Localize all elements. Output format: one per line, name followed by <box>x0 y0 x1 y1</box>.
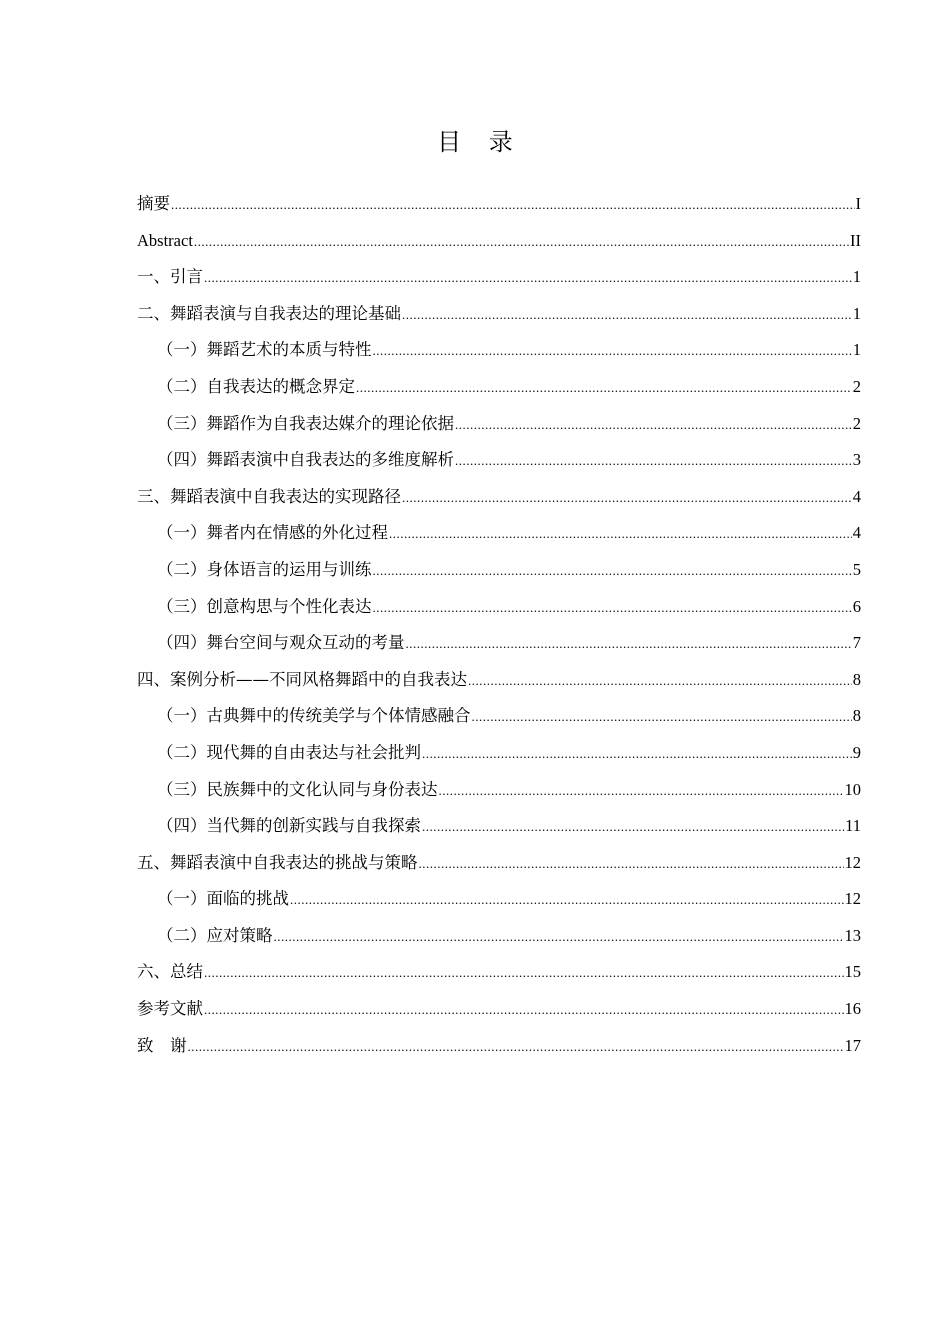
toc-subentry[interactable] <box>137 406 861 443</box>
toc-entry-page: 6 <box>852 596 861 616</box>
toc-entry-page: 17 <box>844 1035 861 1055</box>
toc-entry[interactable] <box>137 662 861 699</box>
toc-entry-label: （二）应对策略 <box>157 925 273 945</box>
toc-entry-page: 9 <box>852 742 861 762</box>
toc-entry-label: 二、舞蹈表演与自我表达的理论基础 <box>137 303 401 323</box>
toc-dot-leader <box>406 626 852 663</box>
toc-dot-leader <box>356 370 852 407</box>
toc-dot-leader <box>373 333 852 370</box>
toc-dot-leader <box>402 297 852 334</box>
toc-dot-leader <box>290 882 844 919</box>
toc-dot-leader <box>373 590 852 627</box>
toc-entry-label: Abstract <box>137 230 193 250</box>
toc-entry-label: 四、案例分析——不同风格舞蹈中的自我表达 <box>137 669 467 689</box>
toc-entry-page: 12 <box>844 852 861 872</box>
toc-entry-page: 4 <box>852 486 861 506</box>
toc-entry-page: 4 <box>852 523 861 543</box>
toc-subentry[interactable] <box>137 772 861 809</box>
toc-entry-page: 15 <box>844 962 861 982</box>
toc-dot-leader <box>188 1029 844 1066</box>
toc-entry[interactable] <box>137 479 861 516</box>
toc-entry[interactable] <box>137 296 861 333</box>
toc-entry-page: 1 <box>852 267 861 287</box>
toc-dot-leader <box>204 955 844 992</box>
toc-entry-label: 一、引言 <box>137 267 203 287</box>
toc-entry-page: 3 <box>852 450 861 470</box>
toc-entry[interactable] <box>137 186 861 223</box>
toc-entry-label: （三）舞蹈作为自我表达媒介的理论依据 <box>157 413 454 433</box>
toc-entry-label: （一）舞者内在情感的外化过程 <box>157 523 388 543</box>
toc-entry[interactable] <box>137 991 861 1028</box>
toc-subentry[interactable] <box>137 918 861 955</box>
toc-subentry[interactable] <box>137 698 861 735</box>
toc-dot-leader <box>472 699 852 736</box>
toc-dot-leader <box>439 773 844 810</box>
toc-dot-leader <box>274 919 844 956</box>
toc-entry-label: （三）民族舞中的文化认同与身份表达 <box>157 779 438 799</box>
toc-entry-label: （二）自我表达的概念界定 <box>157 376 355 396</box>
toc-entry-page: 12 <box>844 889 861 909</box>
toc-entry-label: 六、总结 <box>137 962 203 982</box>
toc-entry-label: （一）古典舞中的传统美学与个体情感融合 <box>157 706 471 726</box>
toc-entry-label: （四）舞台空间与观众互动的考量 <box>157 633 405 653</box>
toc-entry[interactable] <box>137 259 861 296</box>
toc-entry-label: （一）面临的挑战 <box>157 889 289 909</box>
toc-entry-page: I <box>855 194 861 213</box>
toc-dot-leader <box>468 663 852 700</box>
toc-dot-leader <box>422 736 852 773</box>
toc-dot-leader <box>204 992 844 1029</box>
toc-entry-label: 五、舞蹈表演中自我表达的挑战与策略 <box>137 852 418 872</box>
toc-dot-leader <box>422 809 844 846</box>
toc-entry[interactable] <box>137 845 861 882</box>
toc-entry-label: 参考文献 <box>137 999 203 1019</box>
toc-dot-leader <box>419 846 844 883</box>
toc-entry-label: （四）当代舞的创新实践与自我探索 <box>157 816 421 836</box>
toc-entry-page: 8 <box>852 669 861 689</box>
toc-dot-leader <box>171 187 855 224</box>
toc-entry-label: （二）身体语言的运用与训练 <box>157 559 372 579</box>
toc-entry[interactable] <box>137 1028 861 1065</box>
toc-entry-page: II <box>850 230 861 250</box>
toc-entry-page: 16 <box>844 999 861 1019</box>
toc-entry-page: 13 <box>844 925 861 945</box>
toc-entry-page: 2 <box>852 376 861 396</box>
toc-subentry[interactable] <box>137 735 861 772</box>
toc-subentry[interactable] <box>137 881 861 918</box>
toc-entry-label: （一）舞蹈艺术的本质与特性 <box>157 340 372 360</box>
toc-entry-page: 1 <box>852 303 861 323</box>
toc-entry-page: 10 <box>844 779 861 799</box>
toc-entry-label: （二）现代舞的自由表达与社会批判 <box>157 742 421 762</box>
toc-entry-page: 8 <box>852 706 861 726</box>
toc-subentry[interactable] <box>137 442 861 479</box>
toc-subentry[interactable] <box>137 552 861 589</box>
toc-title: 目 录 <box>437 128 523 156</box>
toc-entry-label: 致 谢 <box>137 1035 187 1055</box>
toc-entry-page: 1 <box>852 340 861 360</box>
toc-subentry[interactable] <box>137 369 861 406</box>
toc-subentry[interactable] <box>137 808 861 845</box>
toc-entry-page: 7 <box>852 633 861 653</box>
toc-subentry[interactable] <box>137 625 861 662</box>
toc-entry-page: 5 <box>852 559 861 579</box>
toc-dot-leader <box>455 407 852 444</box>
toc-dot-leader <box>402 480 852 517</box>
toc-entry[interactable] <box>137 223 861 260</box>
toc-subentry[interactable] <box>137 589 861 626</box>
toc-dot-leader <box>204 260 852 297</box>
toc-dot-leader <box>389 516 852 553</box>
toc-entry-label: 三、舞蹈表演中自我表达的实现路径 <box>137 486 401 506</box>
toc-entry-page: 2 <box>852 413 861 433</box>
toc-list <box>137 186 861 1064</box>
toc-dot-leader <box>373 553 852 590</box>
toc-dot-leader <box>194 224 849 261</box>
toc-entry[interactable] <box>137 954 861 991</box>
toc-entry-label: （三）创意构思与个性化表达 <box>157 596 372 616</box>
toc-subentry[interactable] <box>137 515 861 552</box>
toc-entry-label: 摘要 <box>137 194 170 213</box>
toc-entry-label: （四）舞蹈表演中自我表达的多维度解析 <box>157 450 454 470</box>
toc-dot-leader <box>455 443 852 480</box>
toc-subentry[interactable] <box>137 332 861 369</box>
toc-entry-page: 11 <box>845 816 861 836</box>
